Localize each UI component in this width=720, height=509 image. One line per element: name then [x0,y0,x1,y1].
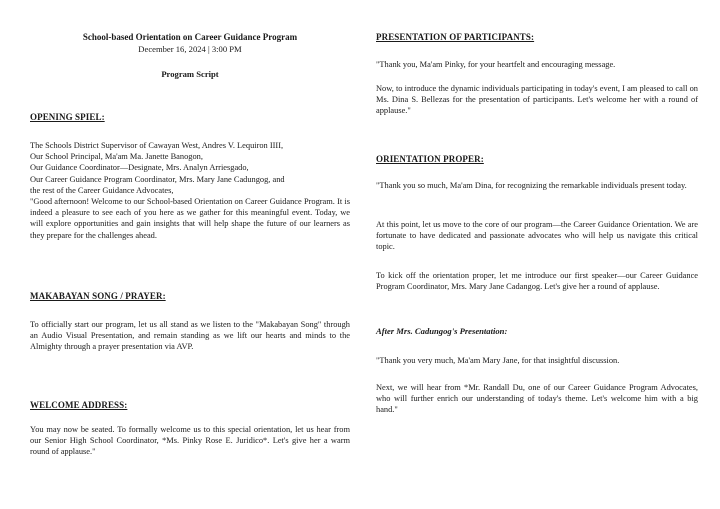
orientation-paragraph-1: "Thank you so much, Ma'am Dina, for recognizing the remarkable individuals present today. [376,181,687,190]
presentation-heading: PRESENTATION OF PARTICIPANTS: [376,32,535,42]
welcome-address-paragraph: You may now be seated. To formally welcome us to this special orientation, let us hear from our Senior High School Coordinator, *Ms. Pinky Rose E. Juridico*. Let's give her a warm round of applause." [30,425,350,457]
document-date: December 16, 2024 | 3:00 PM [138,44,242,54]
document-subtitle: Program Script [161,69,219,79]
presentation-paragraph-1: "Thank you, Ma'am Pinky, for your heartfelt and encouraging message. [376,60,616,69]
addressee-line: the rest of the Career Guidance Advocates, [30,185,174,195]
orientation-paragraph-2: At this point, let us move to the core of our program—the Career Guidance Orientation. We are fortunate to have dedicated and passionate advocates who will help us navigate this critical topic. [376,220,698,252]
addressee-line: Our Career Guidance Program Coordinator, Mrs. Mary Jane Cadungog, and [30,174,285,184]
presentation-paragraph-2: Now, to introduce the dynamic individuals participating in today's event, I am pleased to call on Ms. Dina S. Bellezas for the presentation of participants. Let's welcome her with a round of applause." [376,84,698,116]
welcome-address-heading: WELCOME ADDRESS: [30,400,128,410]
after-paragraph-2: Next, we will hear from *Mr. Randall Du, one of our Career Guidance Program Advocates, who will further enrich our understanding of today's theme. Let's welcome him with a big hand." [376,383,698,415]
makabayan-song-heading: MAKABAYAN SONG / PRAYER: [30,291,166,301]
addressee-line: Our School Principal, Ma'am Ma. Janette Banogon, [30,152,203,162]
orientation-paragraph-3: To kick off the orientation proper, let me introduce our first speaker—our Career Guidance Program Coordinator, Mrs. Mary Jane Cadangog. Let's give her a round of applause. [376,271,698,292]
document-title: School-based Orientation on Career Guidance Program [82,32,298,42]
opening-addressees [30,140,350,196]
opening-spiel-heading: OPENING SPIEL: [30,112,105,122]
after-presentation-heading: After Mrs. Cadungog's Presentation: [376,326,508,336]
opening-greeting-paragraph: "Good afternoon! Welcome to our School-based Orientation on Career Guidance Program. It is indeed a pleasure to see each of you here as we gather for this meaningful event. Today, we will explore opportunities and gain insights that will help shape the future of our learners as they prepare for the challenges ahead. [30,197,350,240]
addressee-line: Our Guidance Coordinator—Designate, Mrs. Analyn Arriesgado, [30,163,249,173]
addressee-line: The Schools District Supervisor of Cawayan West, Andres V. Lequiron IIII, [30,141,284,150]
after-paragraph-1: "Thank you very much, Ma'am Mary Jane, for that insightful discussion. [376,356,620,365]
orientation-proper-heading: ORIENTATION PROPER: [376,154,484,164]
makabayan-song-paragraph: To officially start our program, let us all stand as we listen to the "Makabayan Song" through an Audio Visual Presentation, and remain standing as we lift our hearts and minds to the Almighty through a prayer presentation via AVP. [30,320,350,352]
